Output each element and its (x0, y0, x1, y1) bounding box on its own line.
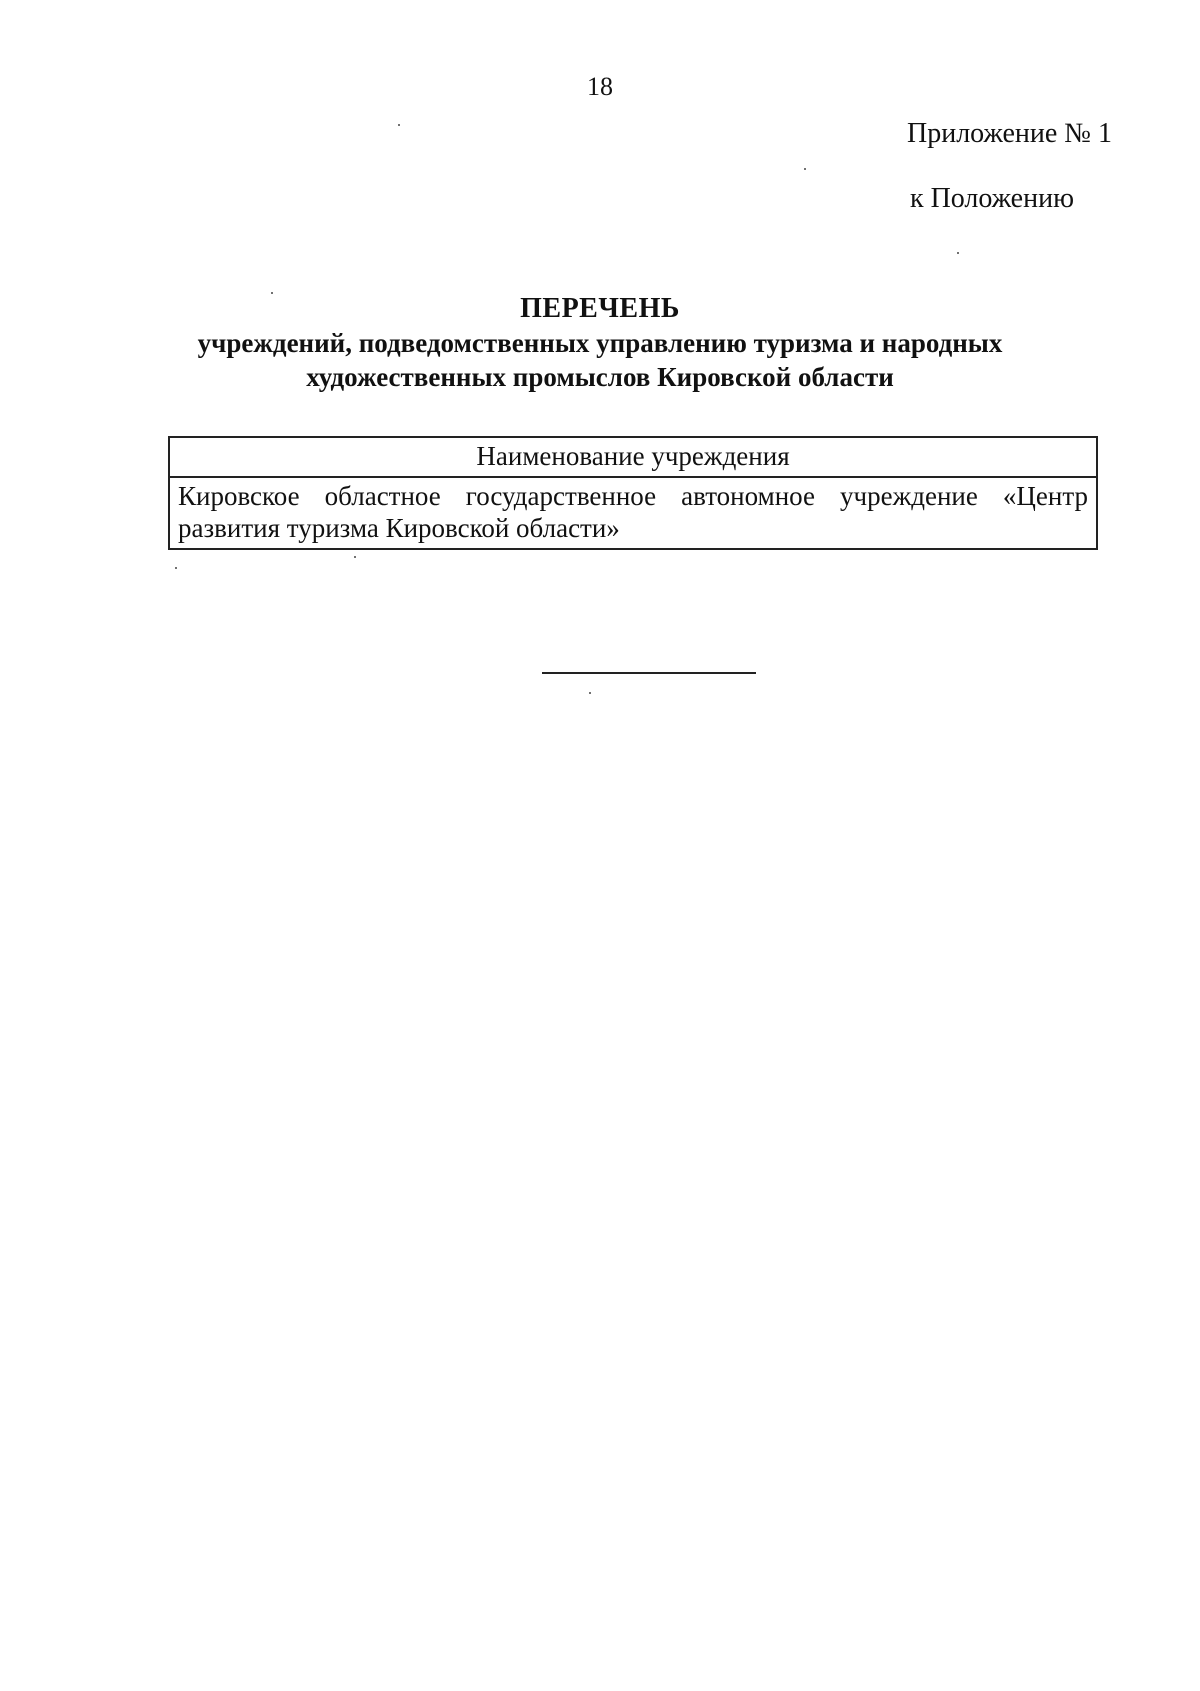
document-title: ПЕРЕЧЕНЬ (520, 293, 680, 324)
institutions-table (168, 436, 1098, 550)
table-cell-institution-name: Кировское областное государственное автономное учреждение «Центр развития туризма Кировской области» (169, 477, 1097, 549)
table-header-cell: Наименование учреждения (169, 437, 1097, 477)
table-header-row (169, 437, 1097, 477)
scan-speck (398, 124, 400, 126)
page-number: 18 (587, 72, 613, 101)
table-row (169, 477, 1097, 549)
document-subtitle-line-1: учреждений, подведомственных управлению туризма и народных (197, 328, 1003, 358)
scan-speck (957, 252, 959, 254)
scan-speck (354, 556, 356, 558)
scan-speck (175, 567, 177, 569)
document-subtitle-line-2: художественных промыслов Кировской области (306, 362, 894, 392)
document-title-block (0, 292, 1200, 394)
end-of-document-rule (542, 672, 756, 674)
scan-speck (804, 168, 806, 170)
scan-speck (589, 692, 591, 694)
appendix-reference: к Положению (909, 183, 1074, 214)
appendix-label: Приложение № 1 (907, 118, 1112, 149)
scan-speck (271, 292, 273, 294)
